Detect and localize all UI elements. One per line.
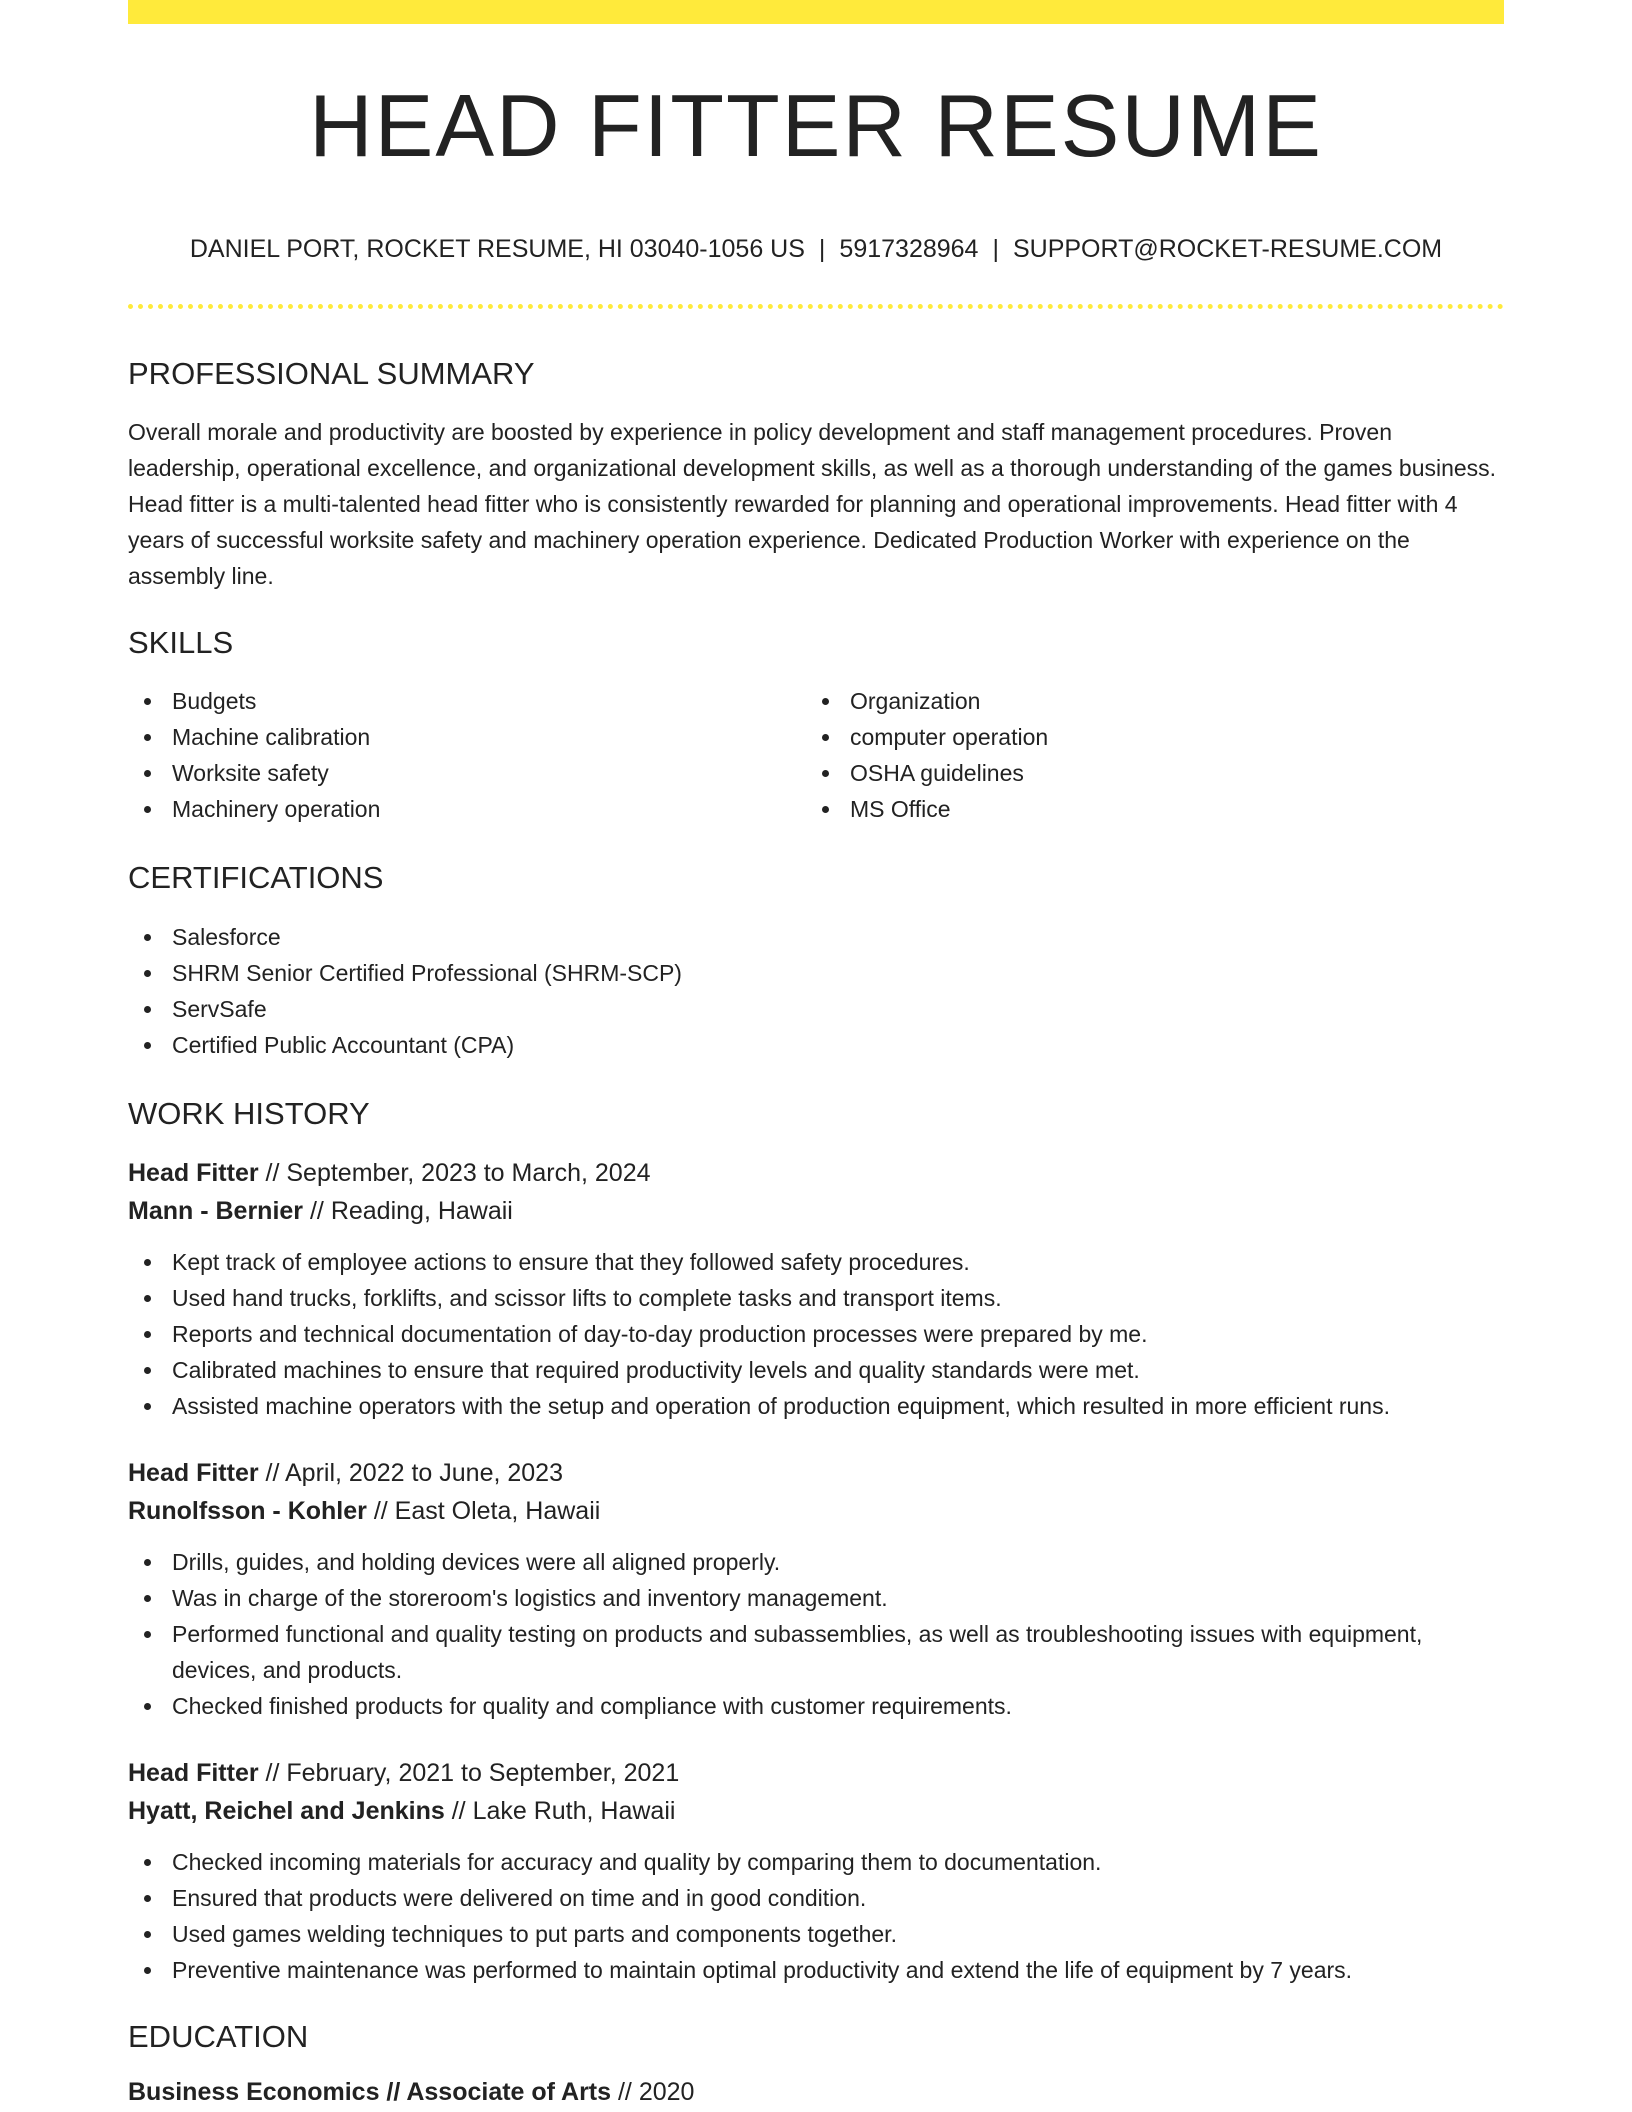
job-duty-item: Assisted machine operators with the setup and operation of production equipment, which resulted in more efficient runs. (128, 1388, 1504, 1424)
job-company-line (128, 1192, 1504, 1230)
resume-content (128, 0, 1504, 2111)
certification-item: Certified Public Accountant (CPA) (128, 1027, 1504, 1063)
job-entry (128, 1454, 1504, 1724)
skill-item: MS Office (806, 791, 1484, 827)
skill-item: Machine calibration (128, 719, 806, 755)
job-duty-item: Used hand trucks, forklifts, and scissor lifts to complete tasks and transport items. (128, 1280, 1504, 1316)
contact-address: DANIEL PORT, ROCKET RESUME, HI 03040-1056 US (189, 235, 805, 263)
job-title: Head Fitter (128, 1458, 259, 1487)
job-entry (128, 1754, 1504, 1988)
contact-separator: | (992, 235, 999, 263)
education-degree: // Associate of Arts (379, 2077, 612, 2106)
accent-top-bar (128, 0, 1504, 24)
job-title: Head Fitter (128, 1158, 259, 1187)
job-company-line (128, 1492, 1504, 1530)
skill-item: Machinery operation (128, 791, 806, 827)
certifications-list (128, 919, 1504, 1063)
job-location: // East Oleta, Hawaii (366, 1496, 601, 1525)
page-title: HEAD FITTER RESUME (309, 76, 1323, 175)
job-location: // Reading, Hawaii (303, 1196, 513, 1225)
skills-list (128, 683, 1504, 827)
job-duty-item: Checked incoming materials for accuracy and quality by comparing them to documentation. (128, 1844, 1504, 1880)
education-heading: EDUCATION (128, 2018, 309, 2054)
job-duty-item: Calibrated machines to ensure that required productivity levels and quality standards were met. (128, 1352, 1504, 1388)
contact-phone: 5917328964 (839, 235, 979, 263)
job-duty-item: Reports and technical documentation of day-to-day production processes were prepared by me. (128, 1316, 1504, 1352)
job-duties (128, 1844, 1504, 1988)
job-company-line (128, 1792, 1504, 1830)
skill-item: Worksite safety (128, 755, 806, 791)
job-duties (128, 1244, 1504, 1424)
education-school: Business Economics (128, 2077, 380, 2106)
summary-heading: PROFESSIONAL SUMMARY (128, 356, 535, 391)
job-entry (128, 1154, 1504, 1424)
job-title-line (128, 1454, 1504, 1492)
skills-column-right (806, 683, 1484, 827)
job-title-line (128, 1754, 1504, 1792)
contact-line (128, 234, 1504, 264)
skill-item: Budgets (128, 683, 806, 719)
education-entry (128, 2073, 1504, 2111)
skill-item: OSHA guidelines (806, 755, 1484, 791)
certification-item: Salesforce (128, 919, 1504, 955)
job-duty-item: Ensured that products were delivered on time and in good condition. (128, 1880, 1504, 1916)
work-history-heading: WORK HISTORY (128, 1095, 370, 1131)
certification-item: ServSafe (128, 991, 1504, 1027)
skill-item: Organization (806, 683, 1484, 719)
job-duty-item: Used games welding techniques to put parts and components together. (128, 1916, 1504, 1952)
summary-text: Overall morale and productivity are boosted by experience in policy development and staff management procedures. Proven leadership, operational excellence, and organizational development skills, as well as a thorough understanding of the games business. Head fitter is a multi-talented head fitter who is consistently rewarded for planning and operational improvements. Head fitter with 4 years of successful worksite safety and machinery operation experience. Dedicated Production Worker with experience on the assembly line. (128, 419, 1497, 590)
skills-column-left (128, 683, 806, 827)
job-duty-item: Performed functional and quality testing on products and subassemblies, as well as troubleshooting issues with equipment, devices, and products. (128, 1616, 1504, 1688)
skill-item: computer operation (806, 719, 1484, 755)
contact-email: SUPPORT@ROCKET-RESUME.COM (1012, 235, 1443, 263)
job-dates: // September, 2023 to March, 2024 (258, 1158, 651, 1187)
contact-separator: | (818, 235, 826, 263)
job-duty-item: Drills, guides, and holding devices were all aligned properly. (128, 1544, 1504, 1580)
skills-heading: SKILLS (128, 625, 234, 661)
job-duty-item: Kept track of employee actions to ensure that they followed safety procedures. (128, 1244, 1504, 1280)
job-company: Runolfsson - Kohler (128, 1496, 367, 1525)
job-dates: // April, 2022 to June, 2023 (258, 1458, 563, 1487)
job-duty-item: Preventive maintenance was performed to maintain optimal productivity and extend the life of equipment by 7 years. (128, 1952, 1504, 1988)
job-duty-item: Was in charge of the storeroom's logistics and inventory management. (128, 1580, 1504, 1616)
job-company: Hyatt, Reichel and Jenkins (128, 1796, 445, 1825)
job-location: // Lake Ruth, Hawaii (444, 1796, 676, 1825)
job-company: Mann - Bernier (128, 1196, 304, 1225)
job-title: Head Fitter (128, 1758, 259, 1787)
education-year: // 2020 (611, 2077, 695, 2106)
dotted-divider (128, 304, 1504, 309)
job-duty-item: Checked finished products for quality and compliance with customer requirements. (128, 1688, 1504, 1724)
job-duties (128, 1544, 1504, 1724)
certifications-heading: CERTIFICATIONS (128, 860, 384, 896)
job-dates: // February, 2021 to September, 2021 (258, 1758, 680, 1787)
certification-item: SHRM Senior Certified Professional (SHRM-SCP) (128, 955, 1504, 991)
job-title-line (128, 1154, 1504, 1192)
